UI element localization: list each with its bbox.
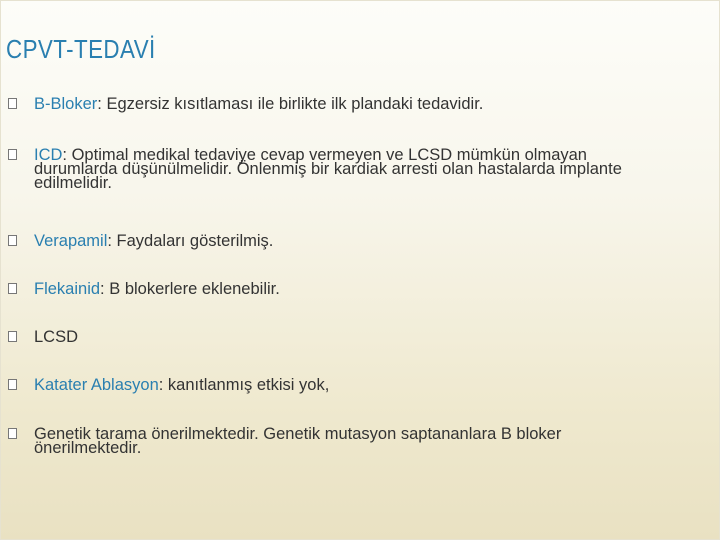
bullet-square-icon xyxy=(8,283,17,294)
item-text xyxy=(34,427,648,455)
item-text xyxy=(34,282,668,296)
item-text xyxy=(34,97,668,111)
item-body: B blokerlere eklenebilir. xyxy=(104,280,280,298)
item-text xyxy=(34,378,668,392)
list-item xyxy=(8,97,668,111)
item-body: Faydaları gösterilmiş. xyxy=(111,232,274,250)
bullet-square-icon xyxy=(8,235,17,246)
bullet-square-icon xyxy=(8,331,17,342)
item-term: Verapamil xyxy=(34,232,108,250)
bullet-square-icon xyxy=(8,428,17,439)
item-body: Egzersiz kısıtlaması ile birlikte ilk plandaki tedavidir. xyxy=(101,95,484,113)
item-text xyxy=(34,148,648,190)
list-item xyxy=(8,330,668,344)
item-body: LCSD xyxy=(34,328,79,346)
item-separator: : xyxy=(107,232,112,250)
list-item xyxy=(8,234,668,248)
item-term: ICD xyxy=(34,146,63,164)
item-body: Genetik tarama önerilmektedir. Genetik mutasyon saptananlara B bloker önerilmektedir. xyxy=(34,425,562,457)
bullet-square-icon xyxy=(8,98,17,109)
item-text xyxy=(34,234,668,248)
item-term: Katater Ablasyon xyxy=(34,376,159,394)
slide-title: CPVT-TEDAVİ xyxy=(6,34,156,64)
item-body: Optimal medikal tedaviye cevap vermeyen ve LCSD mümkün olmayan durumlarda düşünülmelidir. Önlenmiş bir kardiak arresti olan hastalarda implante edilmelidir. xyxy=(34,146,622,192)
item-term: B-Bloker xyxy=(34,95,98,113)
bullet-square-icon xyxy=(8,379,17,390)
list-item xyxy=(8,282,668,296)
list-item xyxy=(8,378,668,392)
item-separator: : xyxy=(158,376,164,394)
item-separator: : xyxy=(100,280,105,298)
bullet-square-icon xyxy=(8,149,17,160)
item-text xyxy=(34,330,668,344)
list-item xyxy=(8,427,648,455)
item-separator: : xyxy=(62,146,68,164)
item-separator: : xyxy=(97,95,102,113)
item-term: Flekainid xyxy=(34,280,101,298)
list-item xyxy=(8,148,648,190)
item-body: kanıtlanmış etkisi yok, xyxy=(163,376,330,394)
